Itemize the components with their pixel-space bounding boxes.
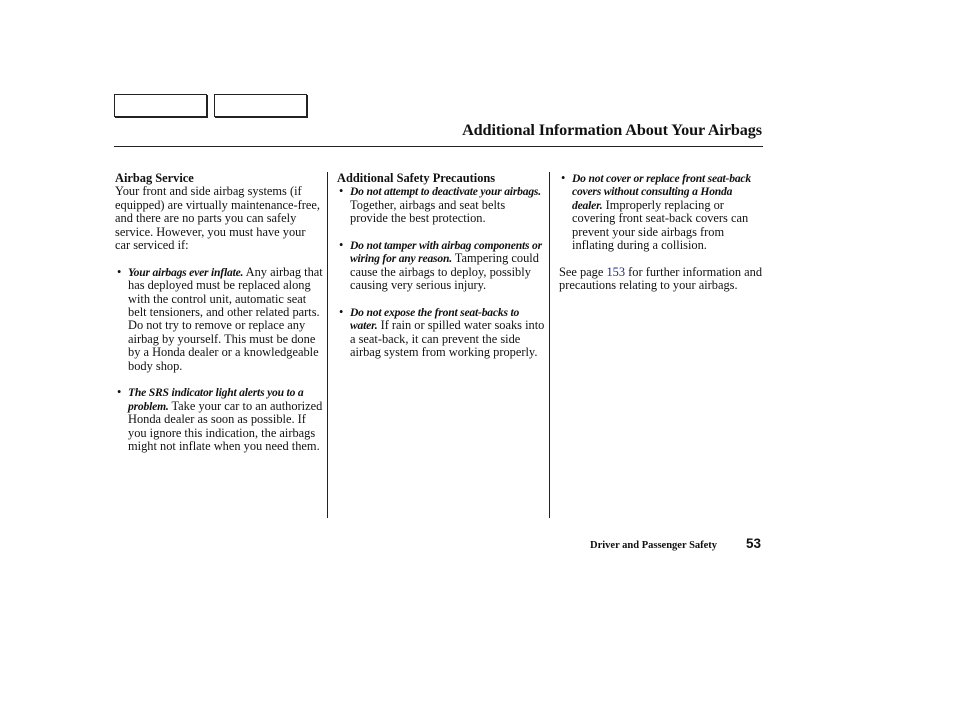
nav-previous-button[interactable] (114, 94, 207, 117)
bullet-text: Improperly replacing or covering front seat-back covers can prevent your side airbags from inflating during a collision. (572, 197, 749, 253)
bullet-icon: • (117, 385, 122, 400)
list-item (115, 386, 323, 453)
section-heading-safety-precautions: Additional Safety Precautions (337, 171, 496, 185)
bullet-lead: Your airbags ever inflate. (128, 265, 244, 279)
list-item (559, 172, 763, 252)
see-page-paragraph (559, 266, 763, 293)
page-153-link[interactable]: 153 (606, 264, 626, 279)
list-item (115, 266, 323, 373)
page-title: Additional Information About Your Airbags (462, 121, 762, 139)
see-page-suffix: for further information and precautions relating to your airbags. (559, 264, 763, 293)
list-item (337, 306, 545, 360)
page-number: 53 (746, 536, 762, 551)
bullet-icon: • (339, 238, 344, 253)
see-page-prefix: See page (559, 264, 607, 279)
bullet-lead: Do not cover or replace front seat-back covers without consulting a Honda dealer. (572, 172, 751, 212)
bullet-text: Together, airbags and seat belts provide the best protection. (350, 197, 506, 226)
bullet-icon: • (339, 184, 344, 199)
nav-next-button[interactable] (214, 94, 307, 117)
bullet-lead: The SRS indicator light alerts you to a problem. (128, 386, 304, 413)
bullet-text: Tampering could cause the airbags to deploy, possibly causing very serious injury. (350, 251, 539, 293)
bullet-text: Any airbag that has deployed must be replaced along with the control unit, automatic seat belt tensioners, and other related parts. Do not try to remove or replace any airbag by yourself. This must be done by a Honda dealer or a knowledgeable body shop. (128, 264, 323, 373)
bullet-icon: • (117, 264, 122, 279)
bullet-lead: Do not tamper with airbag components or wiring for any reason. (350, 239, 542, 266)
intro-paragraph: Your front and side airbag systems (if equipped) are virtually maintenance-free, and there are no parts you can safely service. However, you must have your car serviced if: (115, 184, 321, 253)
bullet-icon: • (561, 171, 566, 185)
bullet-lead: Do not attempt to deactivate your airbags. (350, 185, 541, 199)
title-divider (114, 146, 763, 147)
list-item (337, 185, 545, 225)
bullet-text: If rain or spilled water soaks into a seat-back, it can prevent the side airbag system from working properly. (350, 318, 545, 360)
column-divider-2 (549, 172, 550, 518)
list-item (337, 239, 545, 293)
column-divider-1 (327, 172, 328, 518)
column-airbag-service (115, 172, 323, 454)
bullet-icon: • (339, 305, 344, 320)
bullet-lead: Do not expose the front seat-backs to water. (350, 306, 520, 333)
footer-section-label: Driver and Passenger Safety (590, 540, 718, 551)
bullet-text: Take your car to an authorized Honda dealer as soon as possible. If you ignore this indication, the airbags might not inflate when you need them. (128, 398, 323, 454)
column-seat-back-covers (559, 172, 763, 293)
section-heading-airbag-service: Airbag Service (115, 171, 194, 185)
column-safety-precautions (337, 172, 545, 360)
